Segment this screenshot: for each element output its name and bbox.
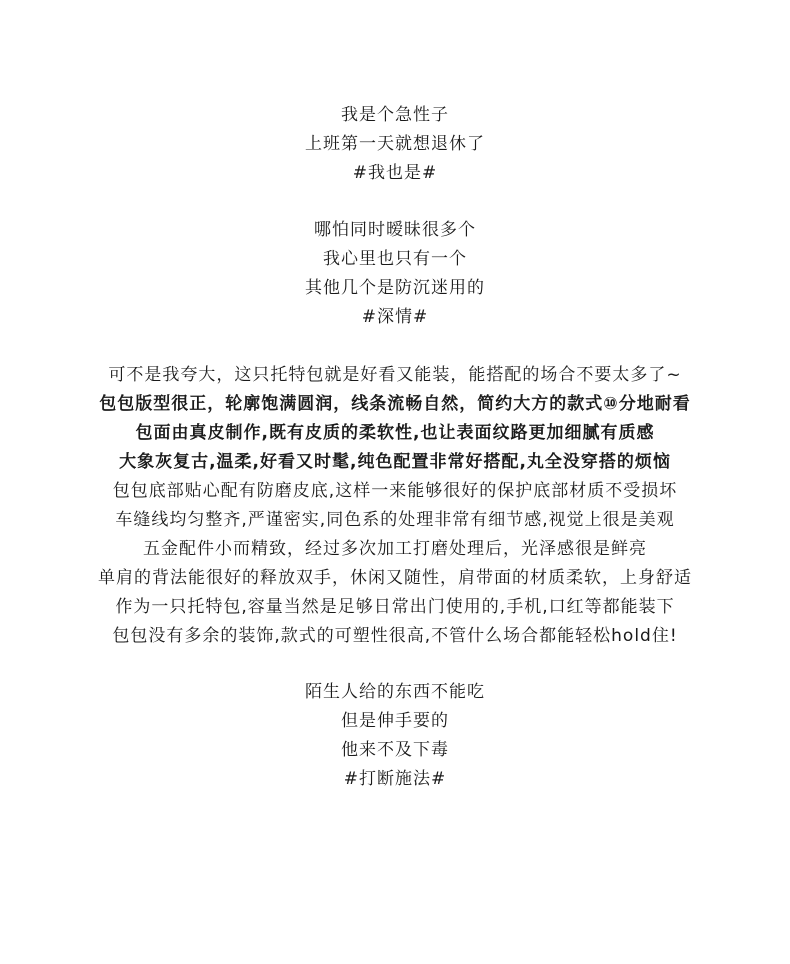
- poem-line: 他来不及下毒: [341, 740, 449, 760]
- description-line-bold: 包包版型很正，轮廓饱满圆润，线条流畅自然，简约大方的款式⑩分地耐看: [99, 394, 691, 414]
- poem-line: 我是个急性子: [341, 105, 449, 125]
- description-line: 车缝线均匀整齐,严谨密实,同色系的处理非常有细节感,视觉上很是美观: [115, 510, 675, 530]
- poem-block-2: [0, 216, 790, 332]
- description-line: 包包没有多余的装饰,款式的可塑性很高,不管什么场合都能轻松hold住!: [112, 626, 678, 646]
- description-line: 可不是我夸大，这只托特包就是好看又能装，能搭配的场合不要太多了~: [108, 365, 682, 385]
- poem-line: 其他几个是防沉迷用的: [305, 278, 485, 298]
- product-description-block: [0, 361, 790, 651]
- poem-block-3: [0, 678, 790, 794]
- description-line-bold: 大象灰复古,温柔,好看又时髦,纯色配置非常好搭配,丸全没穿搭的烦恼: [119, 452, 671, 472]
- poem-line: 哪怕同时暧昧很多个: [314, 220, 476, 240]
- poem-line: 我心里也只有一个: [323, 249, 467, 269]
- hashtag-line: #深情#: [361, 307, 429, 327]
- poem-line: 但是伸手要的: [341, 711, 449, 731]
- hashtag-line: #我也是#: [352, 163, 438, 183]
- description-line: 包包底部贴心配有防磨皮底,这样一来能够很好的保护底部材质不受损坏: [112, 481, 678, 501]
- poem-block-1: [0, 101, 790, 188]
- description-line: 作为一只托特包,容量当然是足够日常出门使用的,手机,口红等都能装下: [115, 597, 675, 617]
- poem-line: 上班第一天就想退休了: [305, 134, 485, 154]
- poem-line: 陌生人给的东西不能吃: [305, 682, 485, 702]
- description-line: 单肩的背法能很好的释放双手，休闲又随性，肩带面的材质柔软，上身舒适: [98, 568, 692, 588]
- hashtag-line: #打断施法#: [343, 769, 447, 789]
- description-line-bold: 包面由真皮制作,既有皮质的柔软性,也让表面纹路更加细腻有质感: [135, 423, 655, 443]
- description-line: 五金配件小而精致，经过多次加工打磨处理后，光泽感很是鲜亮: [143, 539, 647, 559]
